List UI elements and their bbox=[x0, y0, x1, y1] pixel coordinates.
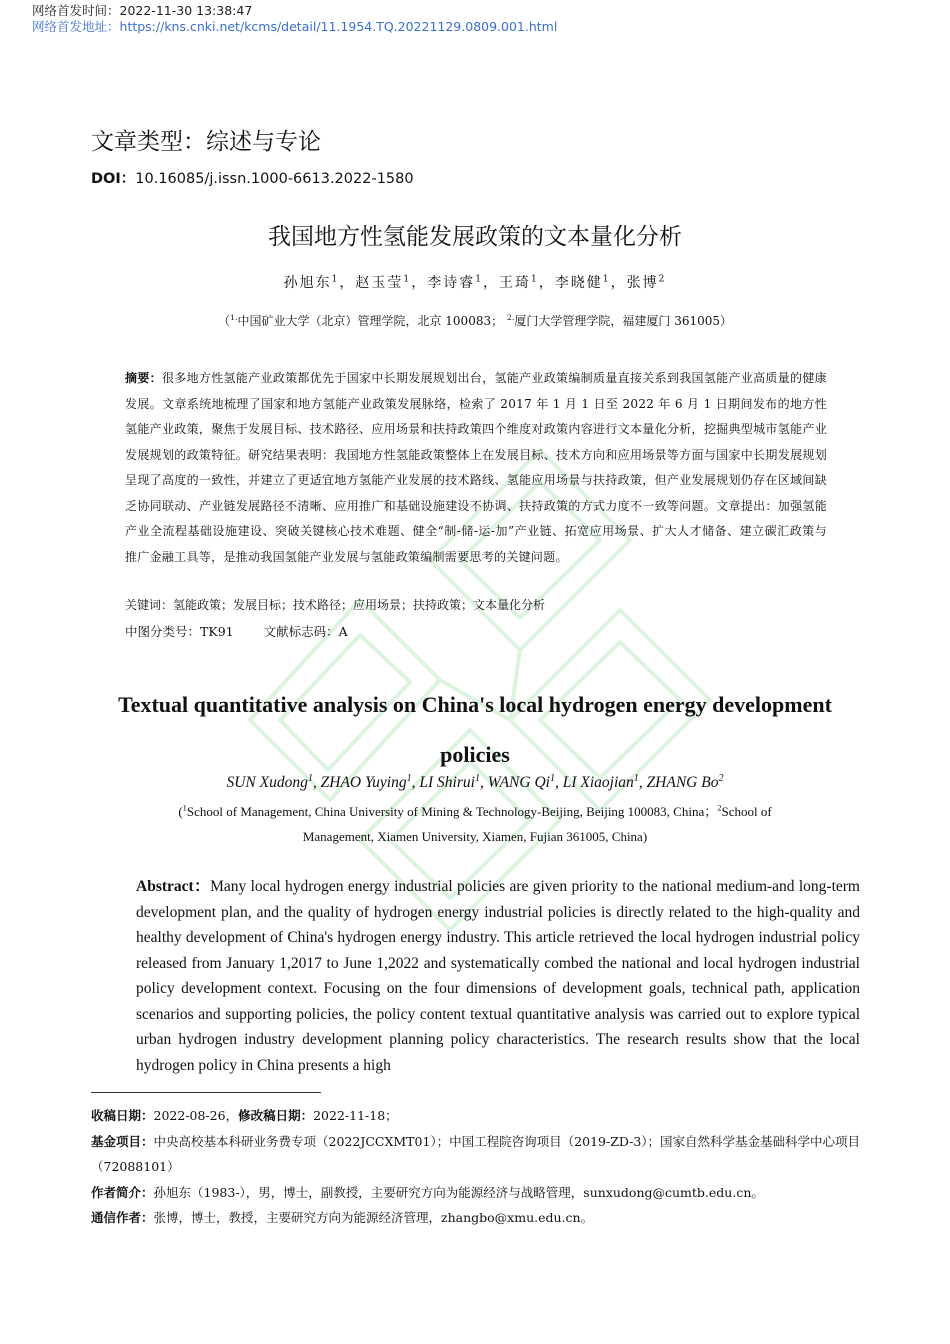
cn-author: 孙旭东 bbox=[283, 275, 332, 291]
revised-date: 2022-11-18； bbox=[313, 1108, 398, 1123]
cn-affiliations bbox=[0, 312, 950, 329]
clc-label: 中图分类号： bbox=[125, 624, 201, 639]
cn-author: 赵玉莹 bbox=[355, 275, 404, 291]
cn-author-sup: 1 bbox=[331, 274, 340, 285]
en-abstract-text: Many local hydrogen energy industrial policies are given priority to the national medium-and long-term development plan, and the quality of hydrogen energy industrial policies is directly related to the high-quality and healthy development of China's hydrogen energy industry. This article retrieved the local hydrogen industrial policy released from January 1,2017 to June 1,2022 and systematically combed the national and local hydrogen industrial policy development context. Focusing on the four dimensions of development goals, technical path, application scenarios and supporting policies, the policy content textual quantitative analysis was carried out to explore typical urban hydrogen industry development planning policy characteristics. The research results show that the local hydrogen policy in China presents a high bbox=[136, 878, 860, 1074]
cn-abstract-text: 很多地方性氢能产业政策都优先于国家中长期发展规划出台，氢能产业政策编制质量直接关系到我国氢能产业高质量的健康发展。文章系统地梳理了国家和地方氢能产业政策发展脉络，检索了 2017 年 1 月 1 日至 2022 年 6 月 1 日期间发布的地方性氢能产业政策，聚焦于发展目标、技术路径、应用场景和扶持政策四个维度对政策内容进行文本量化分析，挖掘典型城市氢能产业发展规划的政策特征。研究结果表明：我国地方性氢能政策整体上在发展目标、技术方向和应用场景等方面与国家中长期发展规划呈现了高度的一致性，并建立了更适宜地方氢能产业发展的技术路线、氢能应用场景与扶持政策，但产业发展规划仍存在区域间缺乏协同联动、产业链发展路径不清晰、应用推广和基础设施建设不协调、扶持政策的方式力度不一致等问题。文章提出：加强氢能产业全流程基础设施建设、突破关键核心技术难题、健全“制-储-运-加”产业链、拓宽应用场景、扩大人才储备、建立碳汇政策与推广金融工具等，是推动我国氢能产业发展与氢能政策编制需要思考的关键问题。 bbox=[125, 371, 827, 564]
cn-author: 李诗睿 bbox=[427, 275, 476, 291]
en-abstract bbox=[136, 874, 860, 1078]
en-author: SUN Xudong bbox=[226, 774, 308, 791]
en-author: ZHANG Bo bbox=[646, 774, 719, 791]
article-type: 文章类型：综述与专论 bbox=[91, 129, 321, 155]
en-affil-1: School of Management, China University of Mining & Technology-Beijing, Beijing 100083, China； bbox=[186, 804, 718, 819]
en-author: WANG Qi bbox=[487, 774, 550, 791]
en-authors: SUN Xudong$^1$, ZHAO Yuying$^1$, LI Shirui$^1$, WANG Qi$^1$, LI Xiaojian$^1$, ZHANG Bo$^2$ bbox=[226, 772, 724, 791]
doi-value: 10.16085/j.issn.1000-6613.2022-1580 bbox=[135, 171, 414, 187]
clc-value: TK91 bbox=[200, 624, 234, 639]
cn-author: 王琦 bbox=[499, 275, 531, 291]
cn-classification bbox=[125, 622, 348, 640]
cn-keywords bbox=[125, 596, 545, 613]
cn-keywords-label: 关键词： bbox=[125, 598, 174, 612]
cn-affil-1: 中国矿业大学（北京）管理学院，北京 100083； bbox=[237, 314, 504, 328]
doc-code-label: 文献标志码： bbox=[263, 624, 339, 639]
cn-author: 李晓健 bbox=[554, 275, 603, 291]
cn-affil-open: （ bbox=[218, 314, 231, 328]
footnote-corresponding bbox=[91, 1205, 861, 1231]
en-author-sup: 1 bbox=[307, 772, 313, 784]
en-author-sup: 1 bbox=[406, 772, 412, 784]
received-label: 收稿日期： bbox=[91, 1108, 154, 1123]
publish-url-link[interactable]: https://kns.cnki.net/kcms/detail/11.1954.TQ.20221129.0809.001.html bbox=[119, 19, 558, 34]
footnotes bbox=[91, 1103, 861, 1231]
en-affil-2: School of Management, Xiamen University, Xiamen, Fujian 361005, China) bbox=[302, 804, 772, 844]
doi-label: DOI： bbox=[91, 171, 136, 187]
en-author: ZHAO Yuying bbox=[320, 774, 407, 791]
cn-author-sup: 1 bbox=[531, 274, 539, 285]
cn-author-sup: 1 bbox=[403, 274, 412, 285]
cn-affil-sup: 1. bbox=[230, 313, 238, 322]
footnote-author bbox=[91, 1180, 861, 1206]
en-author-sup: 1 bbox=[474, 772, 480, 784]
author-label: 作者简介： bbox=[91, 1184, 154, 1200]
en-author: LI Xiaojian bbox=[562, 774, 634, 791]
cn-abstract bbox=[125, 366, 827, 570]
en-author-sup: 1 bbox=[633, 772, 639, 784]
en-affil-open: ( bbox=[178, 804, 183, 819]
en-affil-sup: 1 bbox=[182, 802, 187, 813]
publish-url-row bbox=[32, 19, 557, 35]
cn-affil-2: 厦门大学管理学院，福建厦门 361005） bbox=[514, 314, 732, 328]
en-affil-sup: 2 bbox=[717, 802, 722, 813]
publish-time: 2022-11-30 13:38:47 bbox=[119, 3, 253, 18]
corresponding-text: 张博，博士，教授，主要研究方向为能源经济管理，zhangbo@xmu.edu.cn。 bbox=[153, 1210, 594, 1225]
en-abstract-label: Abstract： bbox=[136, 878, 211, 895]
cn-keywords-text: 氢能政策；发展目标；技术路径；应用场景；扶持政策；文本量化分析 bbox=[173, 598, 546, 612]
doc-code-value: A bbox=[338, 624, 348, 639]
publish-time-row bbox=[32, 3, 557, 19]
revised-label: 修改稿日期： bbox=[238, 1108, 314, 1123]
cn-title: 我国地方性氢能发展政策的文本量化分析 bbox=[268, 224, 682, 250]
publish-time-label: 网络首发时间： bbox=[32, 3, 120, 18]
en-author-sup: 2 bbox=[718, 772, 724, 784]
fund-text: 中央高校基本科研业务费专项（2022JCCXMT01）；中国工程院咨询项目（2019-ZD-3）；国家自然科学基金基础科学中心项目（72088101） bbox=[91, 1133, 861, 1174]
cn-author-sup: 2 bbox=[658, 274, 667, 285]
corresponding-label: 通信作者： bbox=[91, 1210, 154, 1225]
en-affiliations bbox=[165, 799, 785, 849]
publication-info bbox=[32, 3, 557, 35]
fund-label: 基金项目： bbox=[91, 1133, 154, 1149]
footnote-divider bbox=[91, 1092, 321, 1093]
en-author: LI Shirui bbox=[419, 774, 475, 791]
author-text: 孙旭东（1983-），男，博士，副教授，主要研究方向为能源经济与战略管理，sunxudong@cumtb.edu.cn。 bbox=[153, 1184, 764, 1200]
cn-author-sup: 1 bbox=[475, 274, 483, 285]
en-title: Textual quantitative analysis on China's local hydrogen energy development policies bbox=[118, 692, 832, 767]
cn-abstract-label: 摘要： bbox=[125, 371, 162, 385]
cn-affil-sup: 2. bbox=[506, 313, 515, 322]
footnote-dates bbox=[91, 1103, 861, 1129]
received-date: 2022-08-26， bbox=[153, 1108, 239, 1123]
cn-author-sup: 1 bbox=[602, 274, 611, 285]
en-author-sup: 1 bbox=[549, 772, 555, 784]
cn-author: 张博 bbox=[626, 275, 659, 291]
doi bbox=[91, 167, 414, 188]
cn-authors: 孙旭东$^1$，赵玉莹$^1$，李诗睿$^1$，王琦$^1$，李晓健$^1$，张博$^2$ bbox=[283, 274, 667, 291]
footnote-fund bbox=[91, 1129, 861, 1180]
publish-url-label: 网络首发地址： bbox=[32, 19, 120, 34]
